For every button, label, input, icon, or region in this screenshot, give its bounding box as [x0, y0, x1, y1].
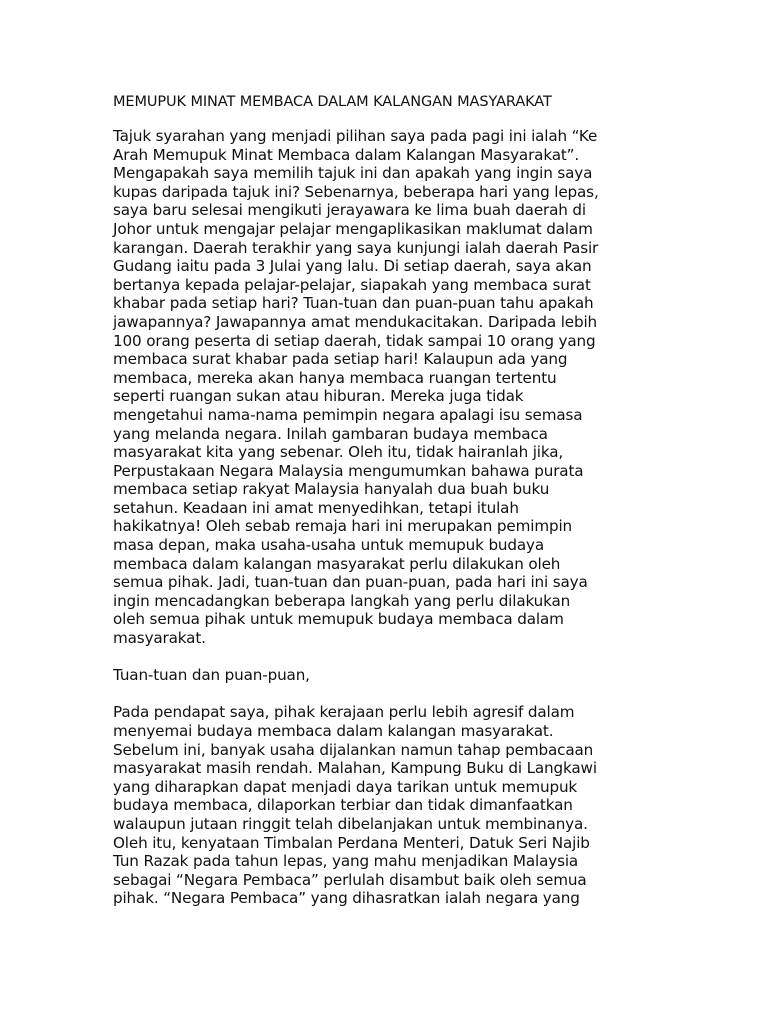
paragraph-line: karangan. Daerah terakhir yang saya kunjungi ialah daerah Pasir — [113, 238, 599, 257]
paragraph-line: setahun. Keadaan ini amat menyedihkan, tetapi itulah — [113, 498, 519, 517]
paragraph-line: masyarakat. — [113, 629, 206, 648]
paragraph-line: ingin mencadangkan beberapa langkah yang perlu dilakukan — [113, 591, 571, 610]
paragraph-line: jawapannya? Jawapannya amat mendukacitakan. Daripada lebih — [113, 312, 598, 331]
document-title: MEMUPUK MINAT MEMBACA DALAM KALANGAN MASYARAKAT — [113, 94, 552, 110]
paragraph-line: masa depan, maka usaha-usaha untuk memupuk budaya — [113, 536, 545, 555]
paragraph — [113, 703, 649, 908]
paragraph-line: Gudang iaitu pada 3 Julai yang lalu. Di setiap daerah, saya akan — [113, 257, 592, 276]
paragraph-line: Perpustakaan Negara Malaysia mengumumkan bahawa purata — [113, 461, 584, 480]
paragraph-line: mengetahui nama-nama pemimpin negara apalagi isu semasa — [113, 405, 583, 424]
paragraph-line: seperti ruangan sukan atau hiburan. Mereka juga tidak — [113, 387, 524, 406]
paragraph-line: yang diharapkan dapat menjadi daya tarikan untuk memupuk — [113, 777, 578, 796]
paragraph — [113, 666, 649, 685]
paragraph-line: membaca, mereka akan hanya membaca ruangan tertentu — [113, 368, 557, 387]
paragraph-line: Tun Razak pada tahun lepas, yang mahu menjadikan Malaysia — [113, 852, 579, 871]
paragraph-line: Tajuk syarahan yang menjadi pilihan saya pada pagi ini ialah “Ke — [113, 127, 598, 145]
paragraph-line: masyarakat kita yang sebenar. Oleh itu, tidak hairanlah jika, — [113, 443, 564, 462]
paragraph-line: sebagai “Negara Pembaca” perlulah disambut baik oleh semua — [113, 870, 587, 889]
paragraph-line: menyemai budaya membaca dalam kalangan masyarakat. — [113, 722, 554, 740]
paragraph-line: walaupun jutaan ringgit telah dibelanjakan untuk membinanya. — [113, 814, 588, 833]
document-body — [113, 92, 649, 927]
paragraph-line: khabar pada setiap hari? Tuan-tuan dan puan-puan tahu apakah — [113, 294, 594, 313]
paragraph-line: membaca setiap rakyat Malaysia hanyalah dua buah buku — [113, 480, 550, 499]
paragraph-line: bertanya kepada pelajar-pelajar, siapakah yang membaca surat — [113, 275, 591, 294]
paragraph-line: semua pihak. Jadi, tuan-tuan dan puan-puan, pada hari ini saya — [113, 573, 588, 592]
paragraph-line: membaca surat khabar pada setiap hari! Kalaupun ada yang — [113, 350, 568, 369]
paragraph-line: hakikatnya! Oleh sebab remaja hari ini merupakan pemimpin — [113, 517, 573, 536]
paragraph-line: budaya membaca, dilaporkan terbiar dan tidak dimanfaatkan — [113, 796, 573, 815]
paragraph-line: Sebelum ini, banyak usaha dijalankan namun tahap pembacaan — [113, 740, 594, 759]
paragraph-line: Johor untuk mengajar pelajar mengaplikasikan maklumat dalam — [113, 219, 593, 238]
paragraph-line: membaca dalam kalangan masyarakat perlu dilakukan oleh — [113, 554, 561, 573]
paragraph-line: Tuan-tuan dan puan-puan, — [113, 666, 310, 685]
paragraph-line: masyarakat masih rendah. Malahan, Kampung Buku di Langkawi — [113, 759, 597, 778]
paragraph-line: Oleh itu, kenyataan Timbalan Perdana Menteri, Datuk Seri Najib — [113, 833, 590, 852]
paragraph-line: oleh semua pihak untuk memupuk budaya membaca dalam — [113, 610, 564, 629]
paragraph-line: saya baru selesai mengikuti jerayawara ke lima buah daerah di — [113, 201, 586, 220]
paragraph-line: pihak. “Negara Pembaca” yang dihasratkan ialah negara yang — [113, 889, 580, 908]
paragraph-line: Mengapakah saya memilih tajuk ini dan apakah yang ingin saya — [113, 164, 593, 183]
paragraph-line: 100 orang peserta di setiap daerah, tidak sampai 10 orang yang — [113, 331, 596, 350]
paragraph-line: Arah Memupuk Minat Membaca dalam Kalangan Masyarakat”. — [113, 145, 580, 164]
paragraph-list — [113, 127, 649, 908]
paragraph-line: yang melanda negara. Inilah gambaran budaya membaca — [113, 424, 548, 443]
paragraph-line: Pada pendapat saya, pihak kerajaan perlu lebih agresif dalam — [113, 703, 575, 722]
paragraph-line: kupas daripada tajuk ini? Sebenarnya, beberapa hari yang lepas, — [113, 182, 599, 201]
paragraph — [113, 127, 649, 648]
